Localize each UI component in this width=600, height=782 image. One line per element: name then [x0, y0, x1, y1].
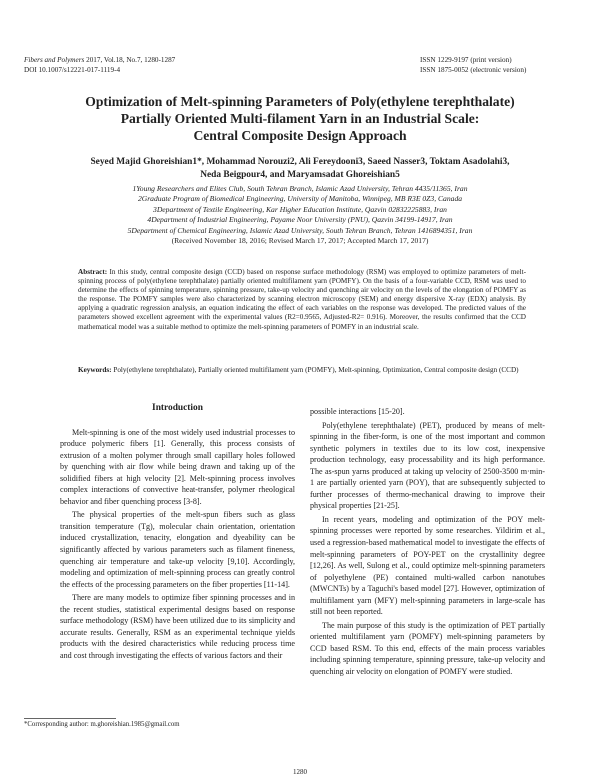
title-line-2: Partially Oriented Multi-filament Yarn in an Industrial Scale: [120, 111, 480, 126]
keywords [78, 366, 526, 375]
paragraph: Melt-spinning is one of the most widely used industrial processes to produce polymeric fibers [1]. Generally, this process consists of extrusion of a molten polymer through small capillary holes followed by quenching with air flow while being drawn and taking up of the solidified fibers at high velocity [2]. Melt-spinning process involves complex interactions of convective heat-transfer, polymer rheological behavior and fiber quenching process [3-8]. [60, 427, 295, 506]
abstract [78, 268, 526, 332]
journal-volume-pages: 2017, Vol.18, No.7, 1280-1287 [84, 56, 176, 64]
affiliation-5: 5Department of Chemical Engineering, Islamic Azad University, South Tehran Branch, Tehran 1416894351, Iran [127, 225, 473, 235]
keywords-text: Poly(ethylene terephthalate), Partially oriented multifilament yarn (POMFY), Melt-spinning, Optimization, Central composite design (CCD) [111, 366, 519, 374]
abstract-text: In this study, central composite design (CCD) based on response surface methodology (RSM) was employed to optimize parameters of melt-spinning process of poly(ethylene terephthalate) partially oriented multifilament yarn (POMFY). On the basis of a four-variable CCD, RSM was used to determine the effects of spinning temperature, spinning pressure, take-up velocity and quenching air velocity on the levels of the elongation of POMFY as the response. The POMFY samples were also characterized by scanning electron microscopy (SEM) and energy dispersive X-ray (EDX) analysis. By applying a quadratic regression analysis, an equation indicating the effect of each variables on the response was developed. The predicted values of the parameters showed excellent agreement with the experimental values (R2=0.9565, Adjusted-R2= 0.916). Moreover, the results confirmed that the CCD mathematical model was a suitable method to optimize the melt-spinning parameters of POMFY in an industrial scale. [78, 268, 526, 331]
issn-block [420, 55, 526, 75]
left-column [60, 403, 295, 663]
corresponding-author-footnote: *Corresponding author: m.ghoreishian.1985@gmail.com [24, 721, 180, 728]
journal-header [24, 55, 175, 75]
authors-line-1: Seyed Majid Ghoreishian1*, Mohammad Norouzi2, Ali Fereydooni3, Saeed Nasser3, Toktam Asadolahi3, [90, 157, 510, 167]
issn-electronic: ISSN 1875-0052 (electronic version) [420, 66, 527, 74]
affiliation-2: 2Graduate Program of Biomedical Engineering, University of Manitoba, Winnipeg, MB R3E 0Z3, Canada [137, 194, 463, 204]
paragraph: possible interactions [15-20]. [310, 407, 405, 416]
title-line-3: Central Composite Design Approach [193, 128, 407, 143]
paragraph: Poly(ethylene terephthalate) (PET), produced by means of melt-spinning in the fiber-form, is one of the most important and common synthetic polymers in textiles due to its low cost, inexpensive production technology, easy processability and its high performance. The as-spun yarns produced at taking up velocity of 2500-3500 m·min-1 are partially oriented yarn (POY), that are subsequently subjected to further processes of thermo-mechanical drawing to improve their physical properties [21-25]. [310, 420, 545, 511]
right-column [310, 406, 545, 680]
section-heading-introduction: Introduction [152, 403, 203, 413]
keywords-label: Keywords: [78, 366, 112, 374]
paragraph: In recent years, modeling and optimization of the POY melt-spinning processes were reported by some researches. Yildirim et al., used a regression-based mathematical model to investigate the effects of melt-spinning parameters of POY-PET on the crystallinity degree [12,26]. As well, Sulong et al., could optimize melt-spinning parameters of polyethylene (PE) contained multi-walled carbon nanotubes (MWCNTs) by a Taguchi's based model [27]. However, optimization of multifilament yarn (MFY) melt-spinning parameters in large-scale has still not been reported. [310, 514, 545, 617]
footnote-divider [24, 718, 116, 719]
received-dates: (Received November 18, 2016; Revised March 17, 2017; Accepted March 17, 2017) [171, 236, 429, 245]
affiliation-1: 1Young Researchers and Elites Club, South Tehran Branch, Islamic Azad University, Tehran 4435/11365, Iran [132, 184, 468, 193]
issn-print: ISSN 1229-9197 (print version) [420, 56, 512, 64]
affiliation-4: 4Department of Industrial Engineering, Payame Noor University (PNU), Qazvin 34199-14917, Iran [147, 215, 453, 225]
journal-citation [24, 55, 175, 65]
affiliation-3: 3Department of Textile Engineering, Kar Higher Education Institute, Qazvin 02832225883, Iran [153, 204, 447, 214]
title-line-1: Optimization of Melt-spinning Parameters of Poly(ethylene terephthalate) [85, 94, 515, 109]
paragraph: There are many models to optimize fiber spinning processes and in the recent studies, statistical experimental designs based on response surface methodology (RSM) have been utilized due to its simplicity and accurate results. Generally, RSM as an experimental technique yields products with the desired characteristics while reducing process time and cost through investigating the effects of various factors and their [60, 593, 295, 660]
doi: DOI 10.1007/s12221-017-1119-4 [24, 66, 121, 74]
journal-name: Fibers and Polymers [24, 56, 85, 64]
paragraph: The physical properties of the melt-spun fibers such as glass transition temperature (Tg), molecular chain orientation, orientation induced crystallization, tenacity, elongation and dyeability can be significantly affected by various parameters such as filament fineness, quenching air temperature and take-up velocity [9,10]. Accordingly, modeling and optimization of melt-spinning process can greatly control the effects of the processing parameters on the fiber properties [11-14]. [60, 510, 295, 589]
affiliations [20, 184, 580, 236]
paper-title [30, 93, 570, 144]
author-list [20, 156, 580, 182]
paragraph: The main purpose of this study is the optimization of PET partially oriented multifilament yarn (POMFY) melt-spinning parameters by CCD based RSM. To this end, effects of the main process variables including spinning temperature, spinning pressure, take-up velocity and quenching air velocity on elongation of POMFY were studied. [310, 620, 545, 677]
page-number: 1280 [293, 768, 307, 776]
authors-line-2: Neda Beigpour4, and Maryamsadat Ghoreishian5 [200, 170, 400, 180]
abstract-label: Abstract: [78, 268, 108, 276]
